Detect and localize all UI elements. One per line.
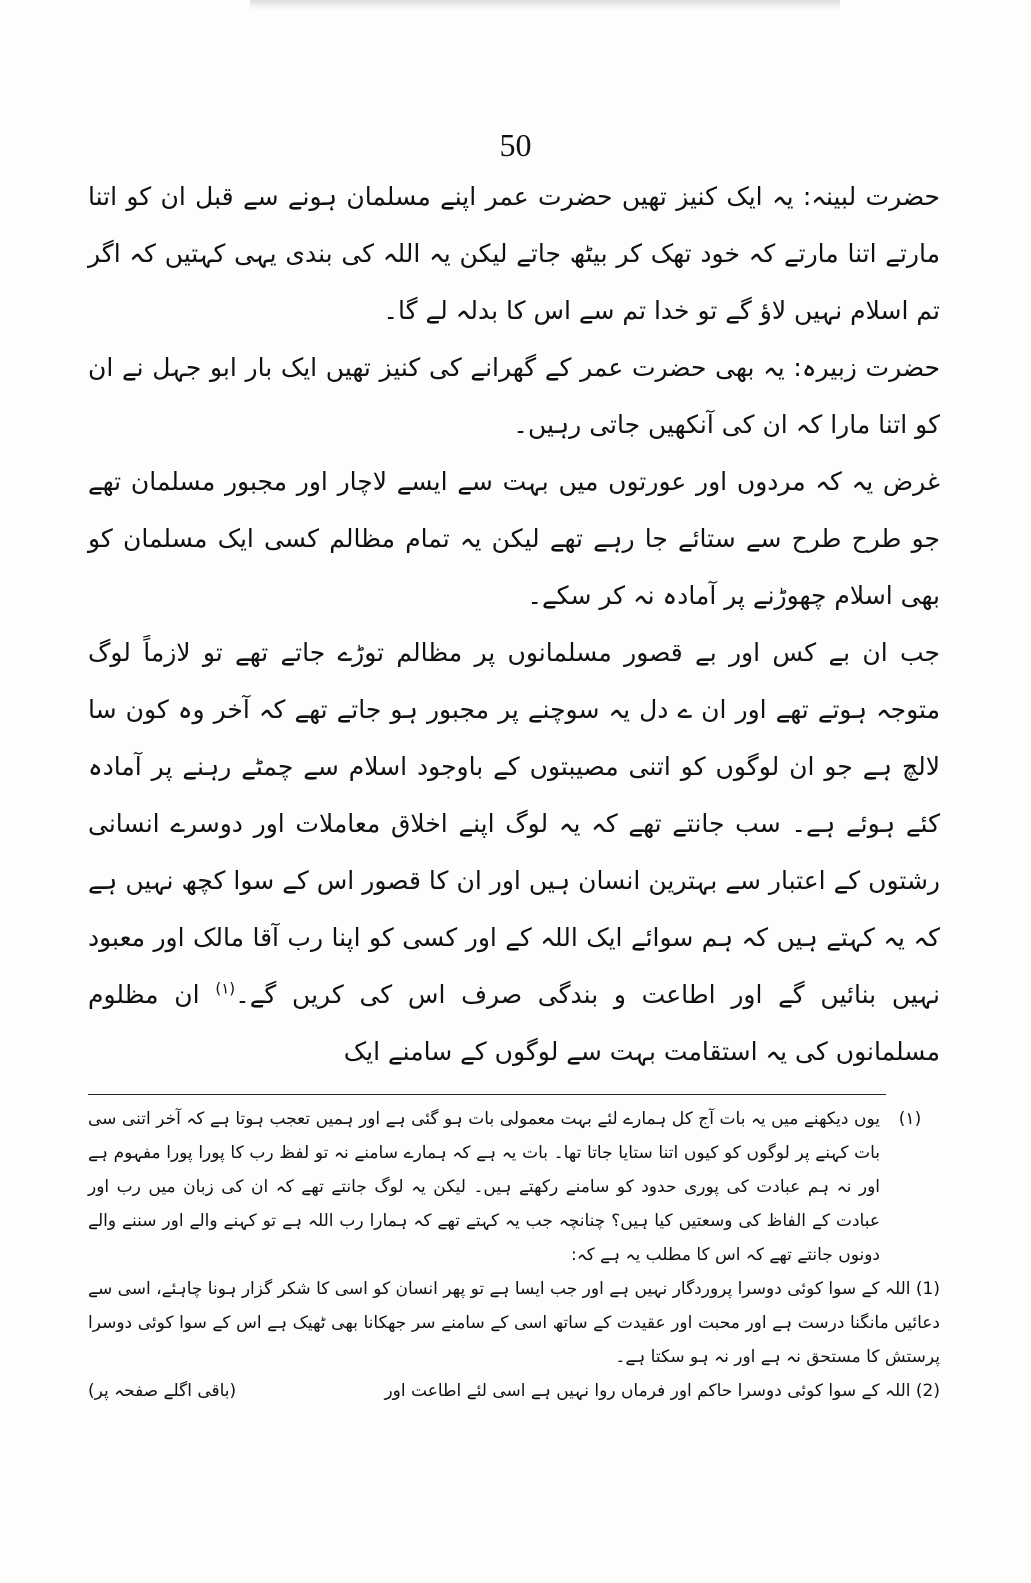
- main-text: [88, 168, 940, 1080]
- paragraph-oppressed-muslims: غرض یہ کہ مردوں اور عورتوں میں بہت سے ایسے لاچار اور مجبور مسلمان تھے جو طرح طرح سے ستائے جا رہے تھے لیکن یہ تمام مظالم کسی ایک مسلمان کو بھی اسلام چھوڑنے پر آمادہ نہ کر سکے۔: [88, 467, 940, 610]
- paragraph-steadfastness-part2: ان مظلوم مسلمانوں کی یہ استقامت بہت سے لوگوں کے سامنے ایک: [88, 980, 940, 1066]
- footnote-marker: (۱): [898, 1109, 922, 1129]
- footnote-divider: [88, 1094, 886, 1095]
- footnote-point-2: (2) اللہ کے سوا کوئی دوسرا حاکم اور فرماں روا نہیں ہے اسی لئے اطاعت اور: [384, 1381, 940, 1401]
- footnote-point-1: (1) اللہ کے سوا کوئی دوسرا پروردگار نہیں ہے اور جب ایسا ہے تو پھر انسان کو اسی کا شکر گزار ہونا چاہئے، اسی سے دعائیں مانگنا درست ہے اور محبت اور عقیدت کے ساتھ اسی کے سامنے سر جھکانا بھی ٹھیک ہے اس کے سوا کوئی دوسرا پرستش کا مستحق نہ ہے اور نہ ہو سکتا ہے۔: [88, 1279, 940, 1367]
- page-number: 50: [499, 127, 532, 163]
- footnote-1: [88, 1102, 940, 1272]
- paragraph-zubaira: حضرت زبیرہ: یہ بھی حضرت عمر کے گھرانے کی کنیز تھیں ایک بار ابو جہل نے ان کو اتنا مارا کہ ان کی آنکھیں جاتی رہیں۔: [88, 353, 940, 439]
- paragraph-lubaina: حضرت لبینہ: یہ ایک کنیز تھیں حضرت عمر اپنے مسلمان ہونے سے قبل ان کو اتنا مارتے اتنا مارتے کہ خود تھک کر بیٹھ جاتے لیکن یہ اللہ کی بندی یہی کہتیں کہ اگر تم اسلام نہیں لاؤ گے تو خدا تم سے اس کا بدلہ لے گا۔: [88, 182, 940, 325]
- footnotes: [88, 1102, 940, 1408]
- paragraph-steadfastness-part1: جب ان بے کس اور بے قصور مسلمانوں پر مظالم توڑے جاتے تھے تو لازماً لوگ متوجہ ہوتے تھے اور ان ے دل یہ سوچنے پر مجبور ہو جاتے تھے کہ آخر وہ کون سا لالچ ہے جو ان لوگوں کو اتنی مصیبتوں کے باوجود اسلام سے چمٹے رہنے پر آمادہ کئے ہوئے ہے۔ سب جانتے تھے کہ یہ لوگ اپنے اخلاق معاملات اور دوسرے انسانی رشتوں کے اعتبار سے بہترین انسان ہیں اور ان کا قصور اس کے سوا کچھ نہیں ہے کہ یہ کہتے ہیں کہ ہم سوائے ایک اللہ کے اور کسی کو اپنا رب آقا مالک اور معبود نہیں بنائیں گے اور اطاعت و بندگی صرف اس کی کریں گے۔: [88, 638, 940, 1009]
- footnote-intro: یوں دیکھنے میں یہ بات آج کل ہمارے لئے بہت معمولی بات ہو گئی ہے اور ہمیں تعجب ہوتا ہے کہ آخر اتنی سی بات کہنے پر لوگوں کو کیوں اتنا ستایا جاتا تھا۔ بات یہ ہے کہ ہمارے سامنے نہ تو لفظ رب کا پورا پورا مفہوم ہے اور نہ ہم عبادت کی پوری حدود کو سامنے رکھتے ہیں۔ لیکن یہ لوگ جانتے تھے کہ ان کی زبان میں رب اور عبادت کے الفاظ کی وسعتیں کیا ہیں؟ چنانچہ جب یہ کہتے تھے کہ ہمارا رب اللہ ہے تو کہنے والے اور سننے والے دونوں جانتے تھے کہ اس کا مطلب یہ ہے کہ:: [88, 1109, 880, 1265]
- scan-edge-shadow: [250, 0, 840, 10]
- footnote-point-2-row: [88, 1374, 940, 1408]
- continued-next-page: (باقی اگلے صفحہ پر): [88, 1381, 237, 1401]
- paragraph-steadfastness: [88, 624, 940, 1080]
- footnote-reference[interactable]: (۱): [215, 979, 236, 998]
